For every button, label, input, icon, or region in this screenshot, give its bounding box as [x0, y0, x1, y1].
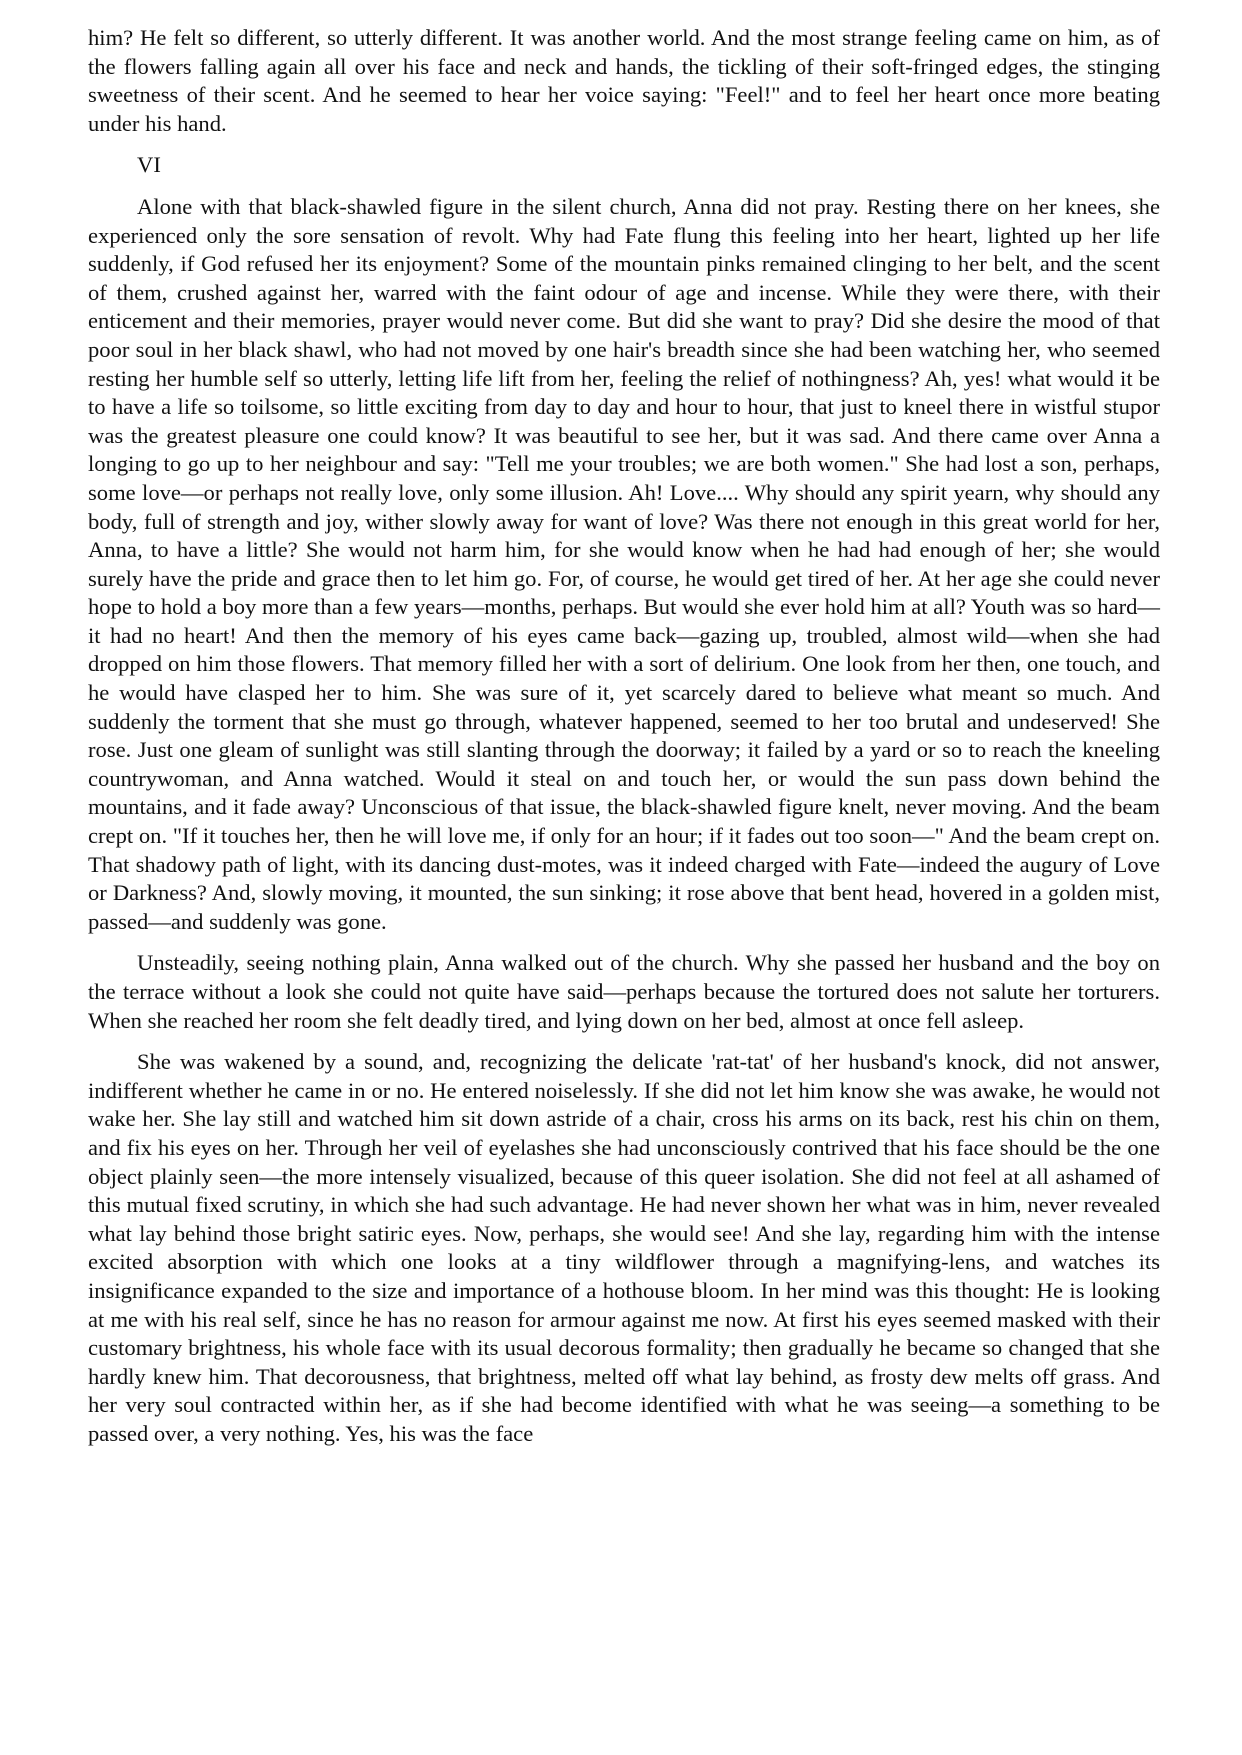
paragraph-church: Alone with that black-shawled figure in the silent church, Anna did not pray. Resting there on her knees, she experienced only the sore sensation of revolt. Why had Fate flung this feeling into her heart, lighted up her life suddenly, if God refused her its enjoyment? Some of the mountain pinks remained clinging to her belt, and the scent of them, crushed against her, warred with the faint odour of age and incense. While they were there, with their enticement and their memories, prayer would never come. But did she want to pray? Did she desire the mood of that poor soul in her black shawl, who had not moved by one hair's breadth since she had been watching her, who seemed resting her humble self so utterly, letting life lift from her, feeling the relief of nothingness? Ah, yes! what would it be to have a life so toilsome, so little exciting from day to day and hour to hour, that just to kneel there in wistful stupor was the greatest pleasure one could know? It was beautiful to see her, but it was sad. And there came over Anna a longing to go up to her neighbour and say: "Tell me your troubles; we are both women." She had lost a son, perhaps, some love—or perhaps not really love, only some illusion. Ah! Love.... Why should any spirit yearn, why should any body, full of strength and joy, wither slowly away for want of love? Was there not enough in this great world for her, Anna, to have a little? She would not harm him, for she would know when he had had enough of her; she would surely have the pride and grace then to let him go. For, of course, he would get tired of her. At her age she could never hope to hold a boy more than a few years—months, perhaps. But would she ever hold him at all? Youth was so hard—it had no heart! And then the memory of his eyes came back—gazing up, troubled, almost wild—when she had dropped on him those flowers. That memory filled her with a sort of delirium. One look from her then, one touch, and he would have clasped her to him. She was sure of it, yet scarcely dared to believe what meant so much. And suddenly the torment that she must go through, whatever happened, seemed to her too brutal and undeserved! She rose. Just one gleam of sunlight was still slanting through the doorway; it failed by a yard or so to reach the kneeling countrywoman, and Anna watched. Would it steal on and touch her, or would the sun pass down behind the mountains, and it fade away? Unconscious of that issue, the black-shawled figure knelt, never moving. And the beam crept on. "If it touches her, then he will love me, if only for an hour; if it fades out too soon—" And the beam crept on. That shadowy path of light, with its dancing dust-motes, was it indeed charged with Fate—indeed the augury of Love or Darkness? And, slowly moving, it mounted, the sun sinking; it rose above that bent head, hovered in a golden mist, passed—and suddenly was gone. [88, 193, 1160, 934]
book-page [88, 24, 1160, 1462]
paragraph-leaving-church: Unsteadily, seeing nothing plain, Anna walked out of the church. Why she passed her husband and the boy on the terrace without a look she could not quite have said—perhaps because the tortured does not salute her torturers. When she reached her room she felt deadly tired, and lying down on her bed, almost at once fell asleep. [88, 950, 1160, 1033]
paragraph-husband: She was wakened by a sound, and, recognizing the delicate 'rat-tat' of her husband's knock, did not answer, indifferent whether he came in or no. He entered noiselessly. If she did not let him know she was awake, he would not wake her. She lay still and watched him sit down astride of a chair, cross his arms on its back, rest his chin on them, and fix his eyes on her. Through her veil of eyelashes she had unconsciously contrived that his face should be the one object plainly seen—the more intensely visualized, because of this queer isolation. She did not feel at all ashamed of this mutual fixed scrutiny, in which she had such advantage. He had never shown her what was in him, never revealed what lay behind those bright satiric eyes. Now, perhaps, she would see! And she lay, regarding him with the intense excited absorption with which one looks at a tiny wildflower through a magnifying-lens, and watches its insignificance expanded to the size and importance of a hothouse bloom. In her mind was this thought: He is looking at me with his real self, since he has no reason for armour against me now. At first his eyes seemed masked with their customary brightness, his whole face with its usual decorous formality; then gradually he became so changed that she hardly knew him. That decorousness, that brightness, melted off what lay behind, as frosty dew melts off grass. And her very soul contracted within her, as if she had become identified with what he was seeing—a something to be passed over, a very nothing. Yes, his was the face [88, 1049, 1160, 1446]
chapter-heading: VI [137, 152, 161, 178]
paragraph-continuation: him? He felt so different, so utterly different. It was another world. And the most strange feeling came on him, as of the flowers falling again all over his face and neck and hands, the tickling of their soft-fringed edges, the stinging sweetness of their scent. And he seemed to hear her voice saying: "Feel!" and to feel her heart once more beating under his hand. [88, 25, 1160, 136]
